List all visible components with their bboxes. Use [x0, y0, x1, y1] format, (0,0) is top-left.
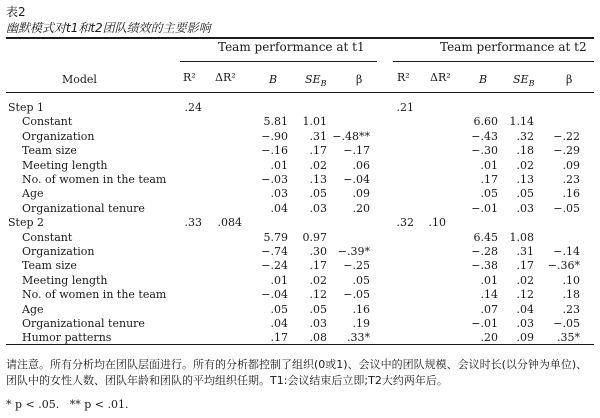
column-header-r2-t2: R² [397, 71, 410, 84]
table-row [0, 259, 600, 272]
table-row [0, 274, 600, 287]
cell-t1-b: .17 [270, 331, 288, 345]
cell-t1-beta: .05 [352, 273, 370, 287]
table-row [0, 173, 600, 186]
cell-t2-r2: .32 [396, 216, 414, 230]
column-header-b-t2: B [479, 73, 488, 86]
column-header-r2-t1: R² [183, 71, 196, 84]
cell-t1-se: .05 [309, 302, 327, 316]
row-label: Organization [22, 129, 95, 143]
cell-t1-se: .02 [309, 158, 327, 172]
table-note: 请注意。所有分析均在团队层面进行。所有的分析都控制了组织(0或1)、会议中的团队规模、会议时长(以分钟为单位)、团队中的女性人数、团队年龄和团队的平均组织任期。T1:会议结束后立即;T2大约两年后。 [6, 358, 588, 387]
table-row [0, 288, 600, 301]
row-label: Constant [22, 115, 73, 129]
cell-t2-b: −.01 [471, 201, 498, 215]
cell-t2-se: .12 [516, 288, 534, 302]
column-header-se-sub-t1: B [320, 79, 327, 89]
cell-t2-se: .31 [516, 245, 534, 258]
header-rule [6, 92, 594, 93]
column-header-se-t2 [513, 73, 534, 88]
cell-t1-beta: .09 [352, 187, 370, 201]
cell-t1-beta: −.04 [343, 173, 370, 186]
cell-t2-b: −.28 [471, 245, 498, 258]
row-label: Team size [22, 144, 77, 158]
cell-t1-se: .03 [309, 317, 327, 330]
table-step-row [0, 101, 600, 114]
column-header-dr2-t2: ΔR² [430, 71, 451, 84]
cell-t1-beta: .20 [352, 201, 370, 215]
group-rule-t1 [180, 61, 377, 62]
cell-t2-b: .01 [480, 273, 498, 287]
row-label: Organization [22, 245, 95, 258]
cell-t1-se: .30 [309, 245, 327, 258]
cell-t2-b: −.43 [471, 129, 498, 143]
table-caption-label: 表2 [6, 5, 26, 19]
table-row [0, 187, 600, 200]
group-rule-t2 [393, 61, 594, 62]
table-row [0, 317, 600, 330]
cell-t2-se: .03 [516, 201, 534, 215]
row-label: Step 1 [8, 101, 45, 114]
column-header-model: Model [62, 73, 97, 86]
cell-t2-b: .14 [480, 288, 498, 302]
bottom-rule [6, 344, 594, 345]
row-label: No. of women in the team [22, 288, 167, 302]
cell-t1-b: −.90 [261, 129, 288, 143]
significance-legend [6, 398, 129, 411]
cell-t1-b: .04 [270, 201, 288, 215]
column-header-beta-t1: β [356, 73, 363, 86]
cell-t1-r2: .33 [184, 216, 202, 230]
cell-t1-b: .01 [270, 273, 288, 287]
cell-t2-se: .03 [516, 317, 534, 330]
row-label: Organizational tenure [22, 317, 145, 330]
cell-t1-b: −.24 [261, 259, 288, 273]
cell-t2-b: −.30 [471, 144, 498, 158]
significance-one: * p < .05. [6, 398, 60, 411]
cell-t2-se: .09 [516, 331, 534, 345]
cell-t1-b: −.74 [261, 245, 288, 258]
cell-t2-beta: .09 [562, 158, 580, 172]
cell-t1-r2: .24 [184, 101, 202, 114]
cell-t1-se: .17 [309, 259, 327, 273]
cell-t1-b: .04 [270, 317, 288, 330]
cell-t1-b: .03 [270, 187, 288, 201]
cell-t1-se: 0.97 [302, 230, 327, 244]
cell-t1-dr2: .084 [217, 216, 242, 230]
cell-t2-beta: −.05 [553, 201, 580, 215]
cell-t1-beta: −.48** [332, 129, 370, 143]
row-label: Constant [22, 230, 73, 244]
cell-t1-beta: .33* [347, 331, 370, 345]
cell-t2-se: .18 [516, 144, 534, 158]
cell-t1-se: .17 [309, 144, 327, 158]
row-label: Organizational tenure [22, 201, 145, 215]
row-label: Step 2 [8, 216, 45, 230]
cell-t1-se: .03 [309, 201, 327, 215]
cell-t2-se: .04 [516, 302, 534, 316]
cell-t1-beta: .06 [352, 158, 370, 172]
table-step-row [0, 216, 600, 229]
cell-t2-se: .13 [516, 173, 534, 186]
cell-t1-b: .05 [270, 302, 288, 316]
row-label: Meeting length [22, 158, 108, 172]
significance-two: ** p < .01. [69, 398, 129, 411]
table-row [0, 303, 600, 316]
column-header-b-t1: B [269, 73, 278, 86]
cell-t2-se: .05 [516, 187, 534, 201]
column-header-dr2-t1: ΔR² [215, 71, 236, 84]
group-header-t2: Team performance at t2 [440, 40, 587, 54]
cell-t2-se: .02 [516, 273, 534, 287]
cell-t2-se: 1.14 [509, 115, 534, 129]
cell-t1-beta: −.05 [343, 288, 370, 302]
table-row [0, 115, 600, 128]
cell-t2-se: .32 [516, 129, 534, 143]
cell-t2-beta: .35* [557, 331, 580, 345]
cell-t2-b: .01 [480, 158, 498, 172]
cell-t2-b: .17 [480, 173, 498, 186]
cell-t2-se: .17 [516, 259, 534, 273]
row-label: Age [22, 302, 44, 316]
cell-t1-b: −.04 [261, 288, 288, 302]
cell-t1-beta: .19 [352, 317, 370, 330]
cell-t2-beta: .16 [562, 187, 580, 201]
top-rule [6, 37, 594, 39]
table-caption-title: 幽默模式对t1和t2团队绩效的主要影响 [6, 21, 211, 35]
column-header-beta-t2: β [566, 73, 573, 86]
cell-t2-beta: .18 [562, 288, 580, 302]
cell-t1-beta: −.39* [337, 245, 370, 258]
cell-t2-se: .02 [516, 158, 534, 172]
row-label: Humor patterns [22, 331, 112, 345]
table-row [0, 202, 600, 215]
cell-t2-beta: .23 [562, 302, 580, 316]
column-header-se-sub-t2: B [528, 79, 535, 89]
cell-t1-b: 5.79 [263, 230, 288, 244]
cell-t1-beta: −.25 [343, 259, 370, 273]
table-row [0, 331, 600, 344]
cell-t2-b: 6.45 [473, 230, 498, 244]
cell-t2-beta: −.22 [553, 129, 580, 143]
cell-t1-b: 5.81 [263, 115, 288, 129]
row-label: Meeting length [22, 273, 108, 287]
cell-t1-b: .01 [270, 158, 288, 172]
cell-t2-beta: −.29 [553, 144, 580, 158]
cell-t2-b: .07 [480, 302, 498, 316]
cell-t1-se: .12 [309, 288, 327, 302]
column-header-se-label-t1: SE [305, 73, 321, 86]
table-row [0, 231, 600, 244]
table-row [0, 245, 600, 258]
cell-t1-se: .08 [309, 331, 327, 345]
cell-t1-se: .13 [309, 173, 327, 186]
cell-t1-se: .02 [309, 273, 327, 287]
cell-t1-se: .05 [309, 187, 327, 201]
group-header-t1: Team performance at t1 [218, 40, 365, 54]
cell-t1-beta: .16 [352, 302, 370, 316]
cell-t1-b: −.16 [261, 144, 288, 158]
cell-t2-b: −.38 [471, 259, 498, 273]
cell-t1-b: −.03 [261, 173, 288, 186]
cell-t2-r2: .21 [396, 101, 414, 114]
cell-t2-beta: −.05 [553, 317, 580, 330]
column-header-se-label-t2: SE [513, 73, 529, 86]
cell-t2-b: .05 [480, 187, 498, 201]
cell-t2-beta: −.14 [553, 245, 580, 258]
cell-t2-b: .20 [480, 331, 498, 345]
cell-t2-beta: .23 [562, 173, 580, 186]
cell-t1-se: .31 [309, 129, 327, 143]
column-header-se-t1 [305, 73, 326, 88]
cell-t2-se: 1.08 [509, 230, 534, 244]
row-label: Team size [22, 259, 77, 273]
cell-t2-dr2: .10 [428, 216, 446, 230]
cell-t2-b: −.01 [471, 317, 498, 330]
cell-t1-beta: −.17 [343, 144, 370, 158]
cell-t2-b: 6.60 [473, 115, 498, 129]
row-label: Age [22, 187, 44, 201]
cell-t2-beta: −.36* [547, 259, 580, 273]
table-row [0, 159, 600, 172]
cell-t2-beta: .10 [562, 273, 580, 287]
table-row [0, 130, 600, 143]
cell-t1-se: 1.01 [302, 115, 327, 129]
row-label: No. of women in the team [22, 173, 167, 186]
table-row [0, 144, 600, 157]
